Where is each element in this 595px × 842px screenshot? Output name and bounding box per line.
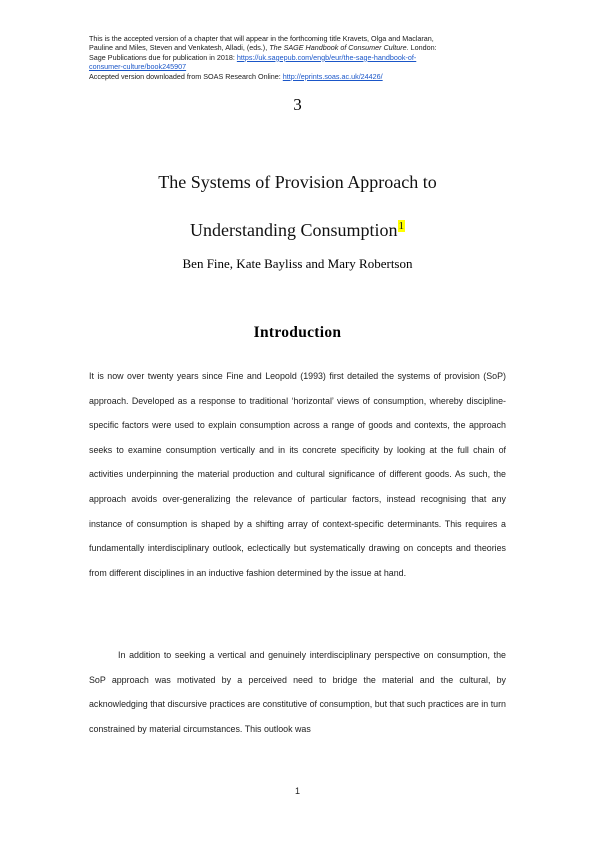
section-heading: Introduction bbox=[253, 324, 342, 341]
paragraph-1: It is now over twenty years since Fine and Leopold (1993) first detailed the systems of provision (SoP) approach. Developed as a response to traditional ‘horizontal’ views of consumption, whereby discipline-specific factors were used to explain consumption across a range of goods and contexts, the approach seeks to examine consumption vertically and in its concrete specificity by looking at the full chain of activities underpinning the material production and cultural significance of different goods. As such, the approach avoids over-generalizing the relevance of particular factors, instead recognising that any instance of consumption is shaped by a shifting array of context-specific determinants. This requires a fundamentally interdisciplinary outlook, eclectically but systematically drawing on concepts and theories from different disciplines in an inductive fashion determined by the issue at hand. bbox=[89, 371, 506, 578]
header-note-line4: Accepted version downloaded from SOAS Research Online: bbox=[89, 71, 281, 81]
sagepub-link-part1: https://uk.sagepub.com/engb/eur/the-sage-handbook-of- bbox=[236, 52, 417, 62]
handbook-title: The SAGE Handbook of Consumer Culture. bbox=[269, 43, 409, 53]
page-number: 1 bbox=[294, 786, 300, 796]
header-note-line1: This is the accepted version of a chapter that will appear in the forthcoming title Kravets, Olga and Maclaran, bbox=[89, 34, 434, 43]
chapter-title-line1: The Systems of Provision Approach to bbox=[158, 172, 437, 192]
chapter-title-line2-text: Understanding Consumption bbox=[190, 220, 398, 240]
chapter-number: 3 bbox=[293, 95, 302, 114]
header-note-line2a: Pauline and Miles, Steven and Venkatesh, Alladi, (eds.), bbox=[89, 43, 268, 53]
header-note-line3: Sage Publications due for publication in 2018: bbox=[89, 52, 235, 62]
chapter-title-line2 bbox=[0, 215, 595, 241]
acceptance-note bbox=[89, 34, 519, 81]
footnote-marker[interactable]: 1 bbox=[398, 220, 404, 232]
authors: Ben Fine, Kate Bayliss and Mary Robertson bbox=[182, 256, 413, 271]
paragraph-2: In addition to seeking a vertical and genuinely interdisciplinary perspective on consumption, the SoP approach was motivated by a perceived need to bridge the material and the cultural, by acknowledging that discursive practices are constitutive of consumption, but that such practices are in turn constrained by material circumstances. This outlook was bbox=[89, 650, 506, 734]
header-note-line2c: London: bbox=[410, 43, 437, 53]
eprints-link[interactable]: http://eprints.soas.ac.uk/24426/ bbox=[282, 71, 383, 81]
sagepub-link-part2: consumer-culture/book245907 bbox=[89, 62, 187, 72]
